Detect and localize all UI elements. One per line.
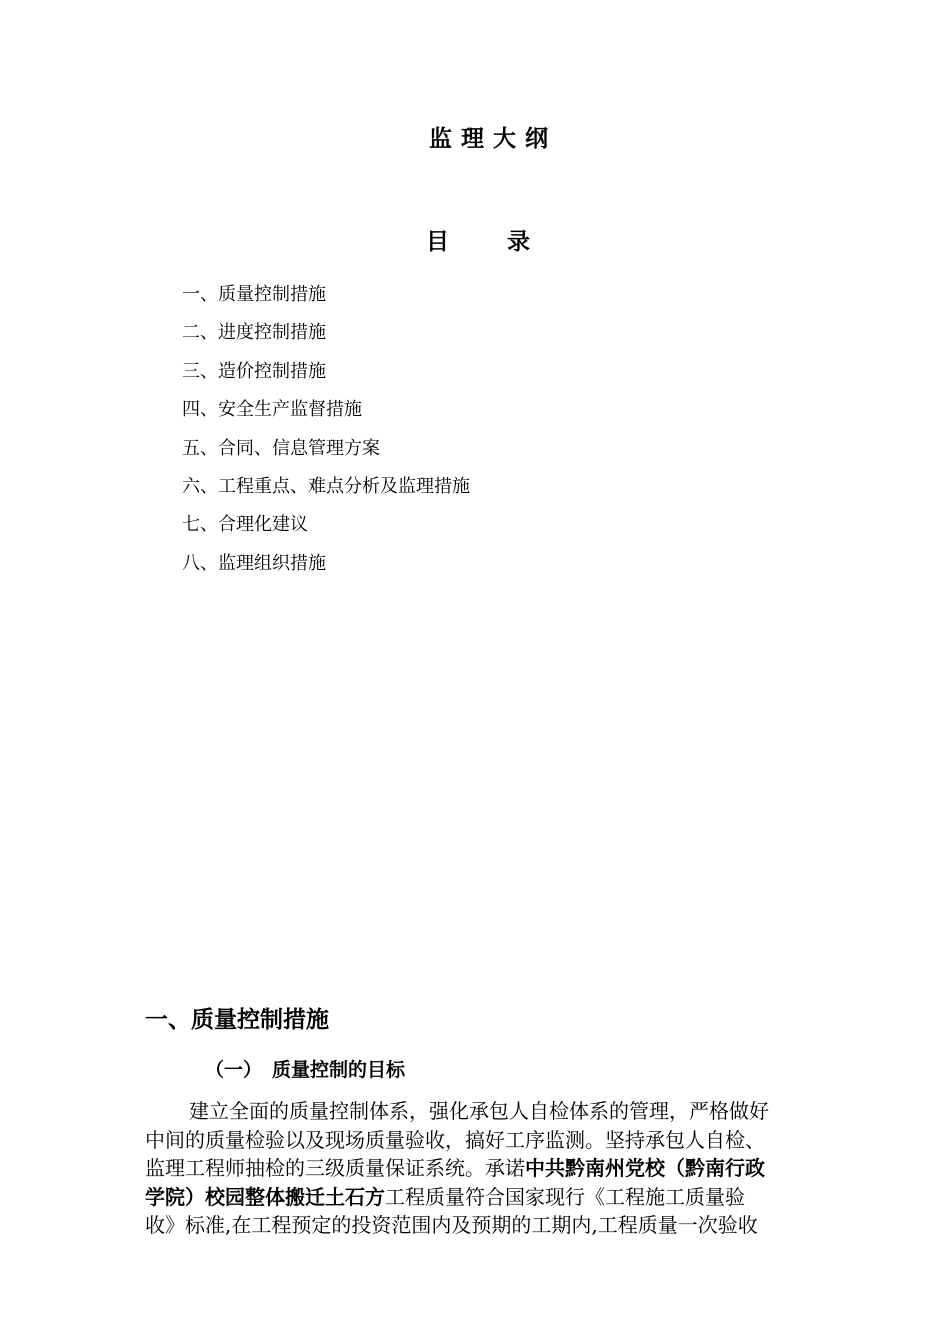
toc-title <box>426 226 530 258</box>
paragraph-line: 建立全面的质量控制体系，强化承包人自检体系的管理，严格做好 <box>189 1099 769 1123</box>
toc-title-left: 目 <box>426 229 449 255</box>
toc-item: 八、监理组织措施 <box>182 552 326 574</box>
paragraph-text: 监理工程师抽检的三级质量保证系统。承诺 <box>145 1156 525 1180</box>
toc-item: 七、合理化建议 <box>182 514 308 536</box>
paragraph-line: 收》标准,在工程预定的投资范围内及预期的工期内,工程质量一次验收 <box>145 1213 758 1237</box>
project-name-bold: 学院）校园整体搬迁土石方 <box>145 1184 385 1209</box>
sub-heading-number: （一） <box>205 1059 263 1081</box>
project-name-bold: 中共黔南州党校（黔南行政 <box>525 1156 765 1180</box>
sub-heading-text: 质量控制的目标 <box>272 1059 406 1081</box>
paragraph-line <box>145 1183 845 1212</box>
sub-heading <box>205 1055 405 1085</box>
paragraph-line: 中间的质量检验以及现场质量验收，搞好工序监测。坚持承包人自检、 <box>145 1127 765 1152</box>
paragraph-line <box>145 1154 845 1183</box>
body-paragraph <box>145 1097 845 1240</box>
table-of-contents <box>182 276 470 583</box>
paragraph-text: 工程质量符合国家现行《工程施工质量验 <box>385 1184 745 1209</box>
toc-item: 五、合同、信息管理方案 <box>182 437 380 459</box>
toc-item: 一、质量控制措施 <box>182 284 326 305</box>
toc-title-right: 录 <box>507 229 530 255</box>
page-title: 监理大纲 <box>429 126 557 152</box>
toc-item: 三、造价控制措施 <box>182 360 326 382</box>
section-heading: 一、质量控制措施 <box>145 1007 329 1033</box>
toc-item: 六、工程重点、难点分析及监理措施 <box>182 475 470 497</box>
toc-item: 二、进度控制措施 <box>182 322 326 344</box>
toc-item: 四、安全生产监督措施 <box>182 399 362 421</box>
